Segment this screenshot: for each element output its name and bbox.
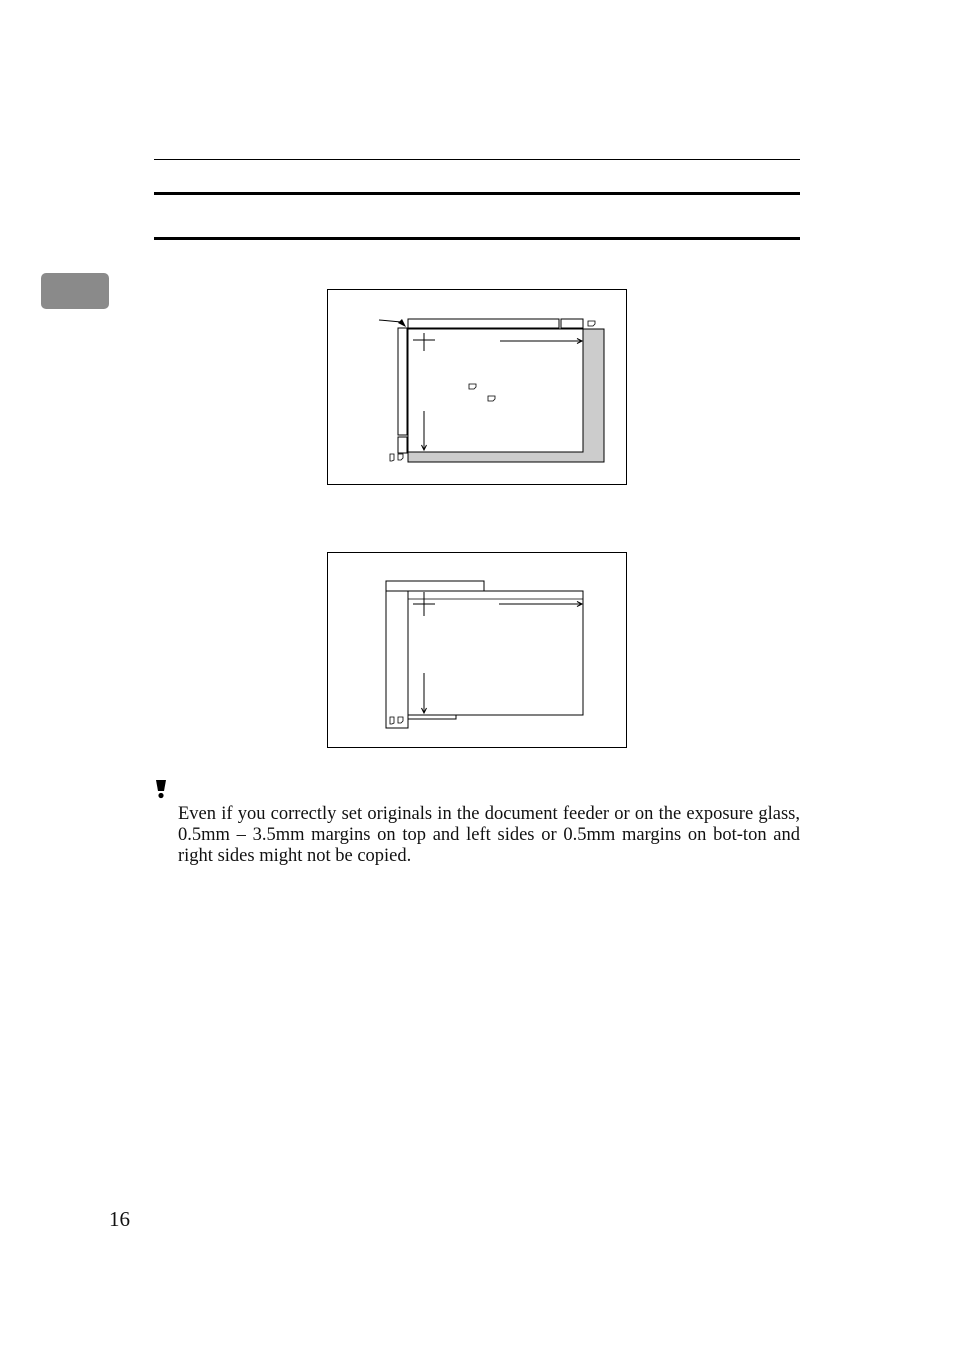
top-scale bbox=[386, 581, 484, 591]
figure-document-feeder bbox=[327, 289, 627, 484]
chapter-tab bbox=[41, 273, 109, 309]
original-sheet bbox=[408, 329, 583, 452]
section-rule-top bbox=[154, 192, 800, 195]
top-guide bbox=[408, 319, 559, 328]
page-number: 16 bbox=[109, 1207, 130, 1231]
figure-document-feeder-drawing bbox=[327, 289, 627, 486]
figure-exposure-glass-drawing bbox=[327, 552, 627, 749]
left-scale bbox=[386, 591, 408, 728]
top-guide-small bbox=[561, 319, 583, 328]
original-sheet bbox=[408, 591, 583, 715]
limitation-icon bbox=[154, 779, 168, 799]
section-rule-bottom bbox=[154, 237, 800, 240]
left-guide-small bbox=[398, 437, 407, 453]
figure-exposure-glass bbox=[327, 552, 627, 747]
limitation-note-text: Even if you correctly set originals in the document feeder or on the exposure glass, 0.5mm – 3.5mm margins on top and left sides or 0.5mm margins on bot-ton and right sides might not be copied. bbox=[178, 804, 800, 866]
limitation-icon-glyph bbox=[154, 779, 168, 799]
header-rule-thin bbox=[154, 159, 800, 160]
left-guide bbox=[398, 328, 407, 435]
